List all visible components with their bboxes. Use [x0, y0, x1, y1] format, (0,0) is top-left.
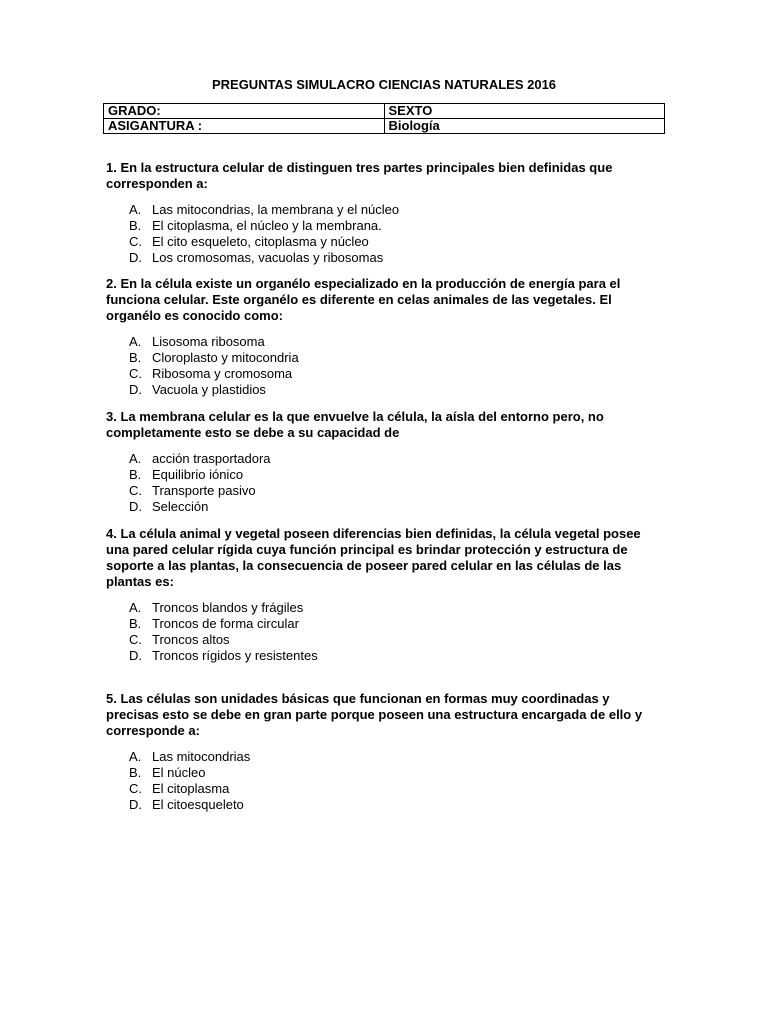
option-4d[interactable] [129, 648, 318, 664]
option-text: Cloroplasto y mitocondria [152, 350, 299, 365]
option-text: acción trasportadora [152, 451, 271, 466]
question-3: 3. La membrana celular es la que envuelve la célula, la aísla del entorno pero, no completamente esto se debe a su capacidad de [106, 409, 604, 440]
info-table [103, 103, 665, 134]
question-4-options [129, 600, 318, 664]
option-text: Las mitocondrias [152, 749, 251, 764]
option-1d[interactable] [129, 250, 399, 266]
option-letter: B. [129, 467, 142, 482]
option-text: Troncos blandos y frágiles [152, 600, 304, 615]
question-5: 5. Las células son unidades básicas que funcionan en formas muy coordinadas y precisas esto se debe en gran parte porque poseen una estructura encargada de ello y corresponde a: [106, 691, 643, 738]
option-letter: D. [129, 499, 142, 514]
option-4b[interactable] [129, 616, 318, 632]
option-text: Ribosoma y cromosoma [152, 366, 293, 381]
option-5b[interactable] [129, 765, 250, 781]
option-letter: A. [129, 334, 142, 349]
option-text: Troncos de forma circular [152, 616, 299, 631]
option-letter: B. [129, 616, 142, 631]
option-text: El citoplasma, el núcleo y la membrana. [152, 218, 382, 233]
option-5c[interactable] [129, 781, 250, 797]
option-text: El núcleo [152, 765, 206, 780]
option-text: Selección [152, 499, 209, 514]
option-text: Las mitocondrias, la membrana y el núcleo [152, 202, 400, 217]
option-letter: A. [129, 600, 142, 615]
option-1c[interactable] [129, 234, 399, 250]
option-3c[interactable] [129, 483, 271, 499]
option-text: Vacuola y plastidios [152, 382, 266, 397]
option-4a[interactable] [129, 600, 318, 616]
option-text: El citoplasma [152, 781, 230, 796]
option-letter: B. [129, 218, 142, 233]
option-letter: D. [129, 250, 142, 265]
question-1: 1. En la estructura celular de distinguen tres partes principales bien definidas que corresponden a: [106, 160, 613, 191]
option-text: Los cromosomas, vacuolas y ribosomas [152, 250, 384, 265]
option-letter: B. [129, 765, 142, 780]
question-2: 2. En la célula existe un organélo especializado en la producción de energía para el funciona celular. Este organélo es diferente en celas animales de las vegetales. El organélo es conocido como: [106, 276, 621, 323]
option-letter: D. [129, 382, 142, 397]
option-text: Lisosoma ribosoma [152, 334, 265, 349]
option-2b[interactable] [129, 350, 299, 366]
option-5a[interactable] [129, 749, 250, 765]
option-text: El cito esqueleto, citoplasma y núcleo [152, 234, 369, 249]
option-text: Troncos rígidos y resistentes [152, 648, 318, 663]
info-row-grade [104, 104, 665, 119]
question-5-options [129, 749, 250, 813]
option-2d[interactable] [129, 382, 299, 398]
subject-label: ASIGANTURA : [104, 119, 385, 134]
question-2-options [129, 334, 299, 398]
document-title: PREGUNTAS SIMULACRO CIENCIAS NATURALES 2016 [211, 77, 557, 92]
option-text: El citoesqueleto [152, 797, 244, 812]
option-letter: D. [129, 648, 142, 663]
option-text: Equilibrio iónico [152, 467, 244, 482]
option-3d[interactable] [129, 499, 271, 515]
option-2a[interactable] [129, 334, 299, 350]
option-letter: A. [129, 451, 142, 466]
option-5d[interactable] [129, 797, 250, 813]
question-1-options [129, 202, 399, 266]
option-letter: C. [129, 234, 142, 249]
grade-value: SEXTO [384, 104, 665, 119]
option-letter: A. [129, 202, 142, 217]
option-1b[interactable] [129, 218, 399, 234]
option-letter: D. [129, 797, 142, 812]
info-row-subject [104, 119, 665, 134]
option-letter: C. [129, 483, 142, 498]
grade-label: GRADO: [104, 104, 385, 119]
subject-value: Biología [384, 119, 665, 134]
option-3a[interactable] [129, 451, 271, 467]
question-4: 4. La célula animal y vegetal poseen diferencias bien definidas, la célula vegetal posee una pared celular rígida cuya función principal es brindar protección y estructura de soporte a las plantas, la consecuencia de poseer pared celular en las células de las plantas es: [106, 526, 641, 589]
option-4c[interactable] [129, 632, 318, 648]
option-text: Transporte pasivo [152, 483, 256, 498]
option-text: Troncos altos [152, 632, 230, 647]
option-letter: C. [129, 632, 142, 647]
option-letter: C. [129, 366, 142, 381]
option-3b[interactable] [129, 467, 271, 483]
option-letter: A. [129, 749, 142, 764]
question-3-options [129, 451, 271, 515]
option-letter: B. [129, 350, 142, 365]
option-letter: C. [129, 781, 142, 796]
option-1a[interactable] [129, 202, 399, 218]
option-2c[interactable] [129, 366, 299, 382]
